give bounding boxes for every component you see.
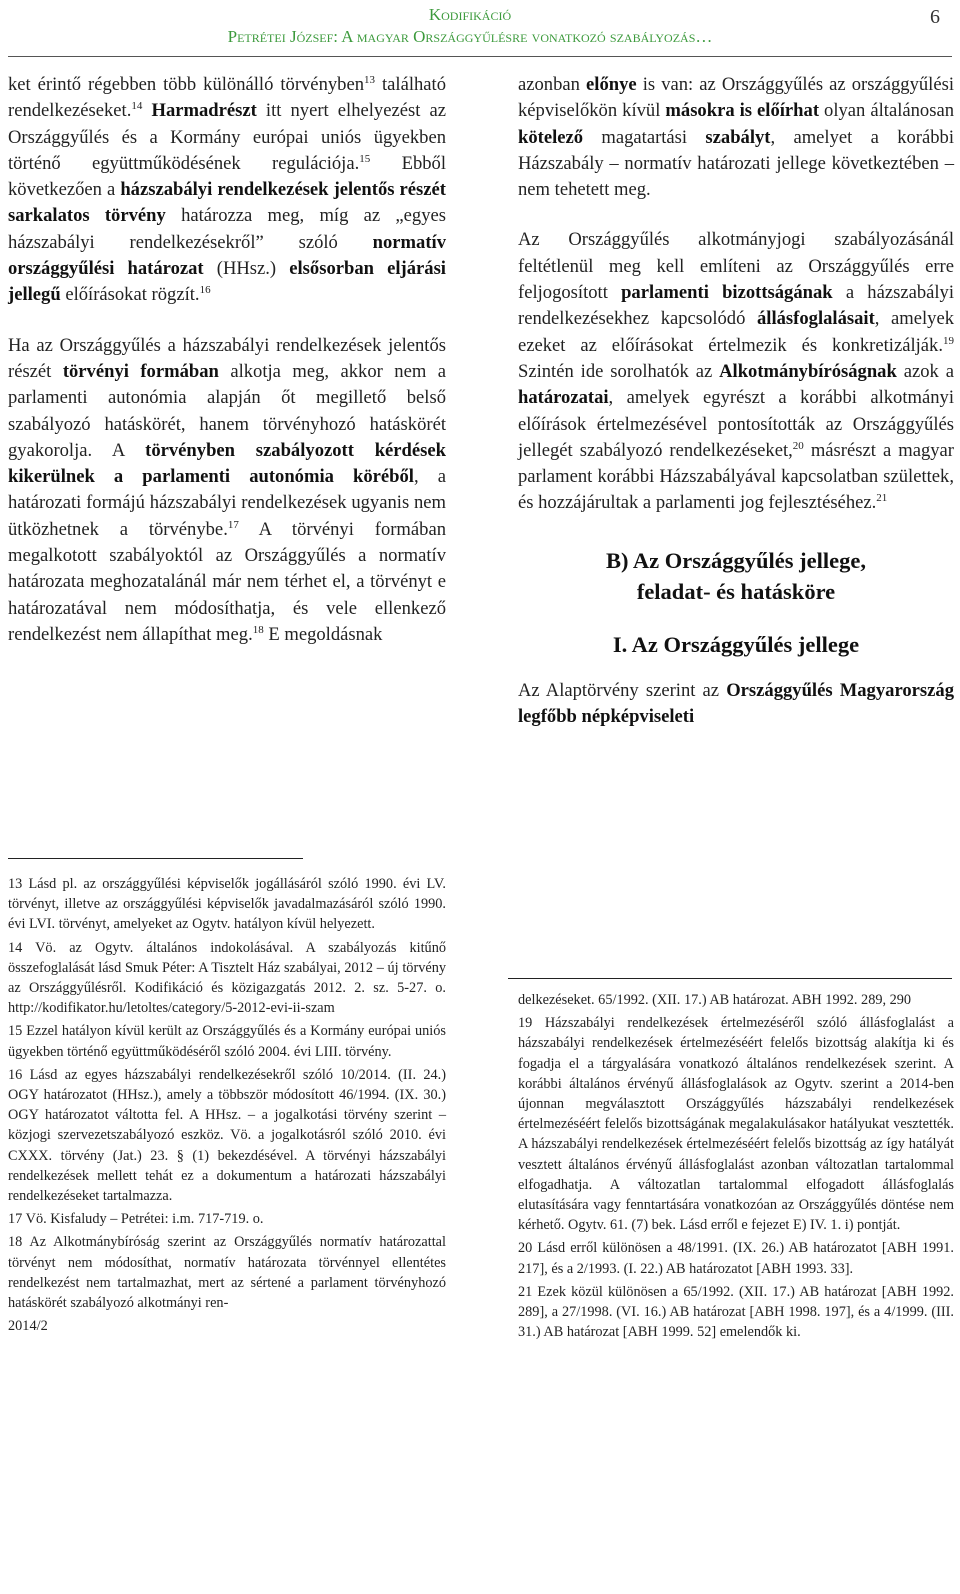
footnotes-left [8, 874, 446, 1339]
footnote-16: 16 Lásd az egyes házszabályi rendelkezésekről szóló 10/2014. (II. 24.) OGY határozatot (HHsz.), amely a többször módosított 46/1994. (IX. 30.) OGY határozatot váltotta fel. A HHsz. – a jogalkotási törvény szerint – közjogi szervezetszabályozó eszköz. Vö. a jogalkotásról szóló 2010. évi CXXX. törvény (Jat.) 23. § (1) bekezdésével. A törvényi házszabályi rendelkezések mellett tehát ez a dokumentum a határozati házszabályi rendelkezéseket tartalmazza. [8, 1066, 446, 1205]
left-column-body [8, 72, 446, 648]
journal-name: Kodifikáció [428, 5, 512, 24]
running-header [150, 4, 790, 48]
footnote-17: 17 Vö. Kisfaludy – Petrétei: i.m. 717-719. o. [8, 1211, 264, 1228]
footnote-19: 19 Házszabályi rendelkezések értelmezéséről szóló állásfoglalást a házszabályi rendelkezések értelmezéséért felelős bizottság alakítja ki és fogadja el a tárgyalására vonatkozó általános rendelkezések szerint. A korábbi általános érvényű állásfoglalások az Ogytv. szerint a 2014-ben újonnan megválasztott Országgyűlés házszabályi rendelkezések értelmezéséért felelős bizottságának megalakulásakor hatályukat vesztették. A házszabályi rendelkezések értelmezéséért felelős bizottság az így hatályát vesztett általános érvényű állásfoglalást azonban változatlan tartalommal elfogadhatja. A változatlan tartalommal elfogadott állásfoglalás elutasítására vagy fenntartására vonatkozóan az Országgyűlés döntése nem kérhető. Ogytv. 61. (7) bek. Lásd erről e fejezet E) IV. 1. i) pontját. [518, 1015, 954, 1234]
right-column-body [518, 72, 954, 730]
footnote-18-continuation: delkezéseket. 65/1992. (XII. 17.) AB határozat. ABH 1992. 289, 290 [518, 992, 912, 1008]
footnote-15: 15 Ezzel hatályon kívül került az Országgyűlés és a Kormány európai uniós ügyekben történő együttműködéséről szóló 2004. évi LIII. törvény. [8, 1023, 446, 1060]
footnote-ref-19[interactable]: 19 [943, 334, 954, 347]
right-paragraph-1: azonban előnye is van: az Országgyűlés az országgyűlési képviselőkön kívül másokra is előírhat olyan általánosan kötelező magatartási szabályt, amelyet a korábbi Házszabály – normatív határozati jellege következtében – nem tehetett meg. [518, 74, 954, 201]
footnote-18: 18 Az Alkotmánybíróság szerint az Országgyűlés normatív határozattal törvényt nem módosíthat, normatív határozata törvénnyel ellentétes rendelkezést nem tartalmazhat, mert az sértené a parlament törvényhozó hatáskörét szabályozó alkotmányi ren- [8, 1234, 446, 1312]
footnote-ref-20[interactable]: 20 [792, 439, 804, 452]
footnote-13: 13 Lásd pl. az országgyűlési képviselők jogállásáról szóló 1990. évi LV. törvényt, illetve az országgyűlési képviselők javadalmazásáról szóló 1990. évi LVI. törvényt, amelyeket az Ogytv. hatályon kívül helyezett. [8, 876, 446, 933]
header-rule [8, 56, 952, 57]
footnote-ref-15[interactable]: 15 [359, 152, 371, 165]
running-title: Petrétei József: A magyar Országgyűlésre vonatkozó szabályozás… [227, 27, 713, 46]
page-number: 6 [930, 6, 940, 28]
footnote-21: 21 Ezek közül különösen a 65/1992. (XII. 17.) AB határozat [ABH 1992. 289], a 27/1998. (VI. 16.) AB határozat [ABH 1998. 197], és a 4/1999. (III. 31.) AB határozat [ABH 1999. 52] emelendők ki. [518, 1283, 954, 1341]
footnote-ref-21[interactable]: 21 [876, 492, 888, 505]
footnote-14: 14 Vö. az Ogytv. általános indokolásával. A szabályozás kitűnő összefoglalását lásd Smuk Péter: A Tisztelt Ház szabályai, 2012 – új törvény az Országgyűlésről. Kodifikáció és közigazgatás 2012. 2. sz. 5-27. o. http://kodifikator.hu/letoltes/category/5-2012-evi-ii-szam [8, 939, 446, 1017]
footnote-ref-18[interactable]: 18 [252, 623, 264, 636]
left-paragraph-2: Ha az Országgyűlés a házszabályi rendelkezések jelentős részét törvényi formában alkotja meg, akkor nem a parlamenti autonómia alapján őt megillető belső szabályozó hatáskörét, hanem törvényhozó hatáskörét gyakorolja. A törvényben szabályozott kérdések kikerülnek a parlamenti autonómia köréből, a határozati formájú házszabályi rendelkezések ugyanis nem ütközhetnek a törvénybe.$^{17}$ A törvényi formában megalkotott szabályoktól az Országgyűlés a normatív határozata meghozatalánál már nem térhet el, a törvényt e határozatával nem módosíthatja, és vele ellenkező rendelkezést nem állapíthat meg.$^{18}$ E megoldásnak [8, 334, 446, 645]
subsection-heading-i: I. Az Országgyűlés jellege [612, 631, 860, 657]
right-paragraph-3: Az Alaptörvény szerint az Országgyűlés Magyarország legfőbb népképviseleti [518, 679, 954, 728]
right-paragraph-2: Az Országgyűlés alkotmányjogi szabályozásánál feltétlenül meg kell említeni az Országgyűlés erre feljogosított parlamenti bizottságának a házszabályi rendelkezésekhez kapcsolódó állásfoglalásait, amelyek ezeket az előírásokat értelmezik és konkretizálják.$^{19}$ Szintén ide sorolhatók az Alkotmánybíróságnak azok a határozatai, amelyek egyrészt a korábbi alkotmányi előírások értelmezésével pontosították az Országgyűlés jellegét szabályozó rendelkezéseket,$^{20}$ másrészt a magyar parlament korábbi Házszabályával kapcsolatban születtek, és hozzájárultak a parlamenti jog fejlesztéséhez.$^{21}$ [518, 229, 954, 514]
footnote-ref-13[interactable]: 13 [364, 73, 376, 86]
footnotes-right [518, 990, 954, 1345]
left-paragraph-1: ket érintő régebben több különálló törvényben$^{13}$ található rendelkezéseket.$^{14}$ Harmadrészt itt nyert elhelyezést az Országgyűlés és a Kormány európai uniós ügyekben történő együttműködésének regulációja.$^{15}$ Ebből következően a házszabályi rendelkezések jelentős részét sarkalatos törvény határozza meg, míg az „egyes házszabályi rendelkezésekről” szóló normatív országgyűlési határozat (HHsz.) elsősorban eljárási jellegű előírásokat rögzít.$^{16}$ [8, 73, 447, 306]
footnote-ref-14[interactable]: 14 [131, 100, 143, 113]
footnote-separator-right [508, 978, 952, 979]
footnote-ref-16[interactable]: 16 [199, 284, 211, 297]
footnote-separator-left [8, 858, 303, 859]
issue-number: 2014/2 [8, 1318, 48, 1335]
footnote-ref-17[interactable]: 17 [227, 518, 239, 531]
section-heading-b: B) Az Országgyűlés jellege, feladat- és hatásköre [606, 547, 866, 604]
footnote-20: 20 Lásd erről különösen a 48/1991. (IX. 26.) AB határozatot [ABH 1991. 217], és a 2/1993. (I. 22.) AB határozatot [ABH 1993. 33]. [518, 1240, 954, 1277]
